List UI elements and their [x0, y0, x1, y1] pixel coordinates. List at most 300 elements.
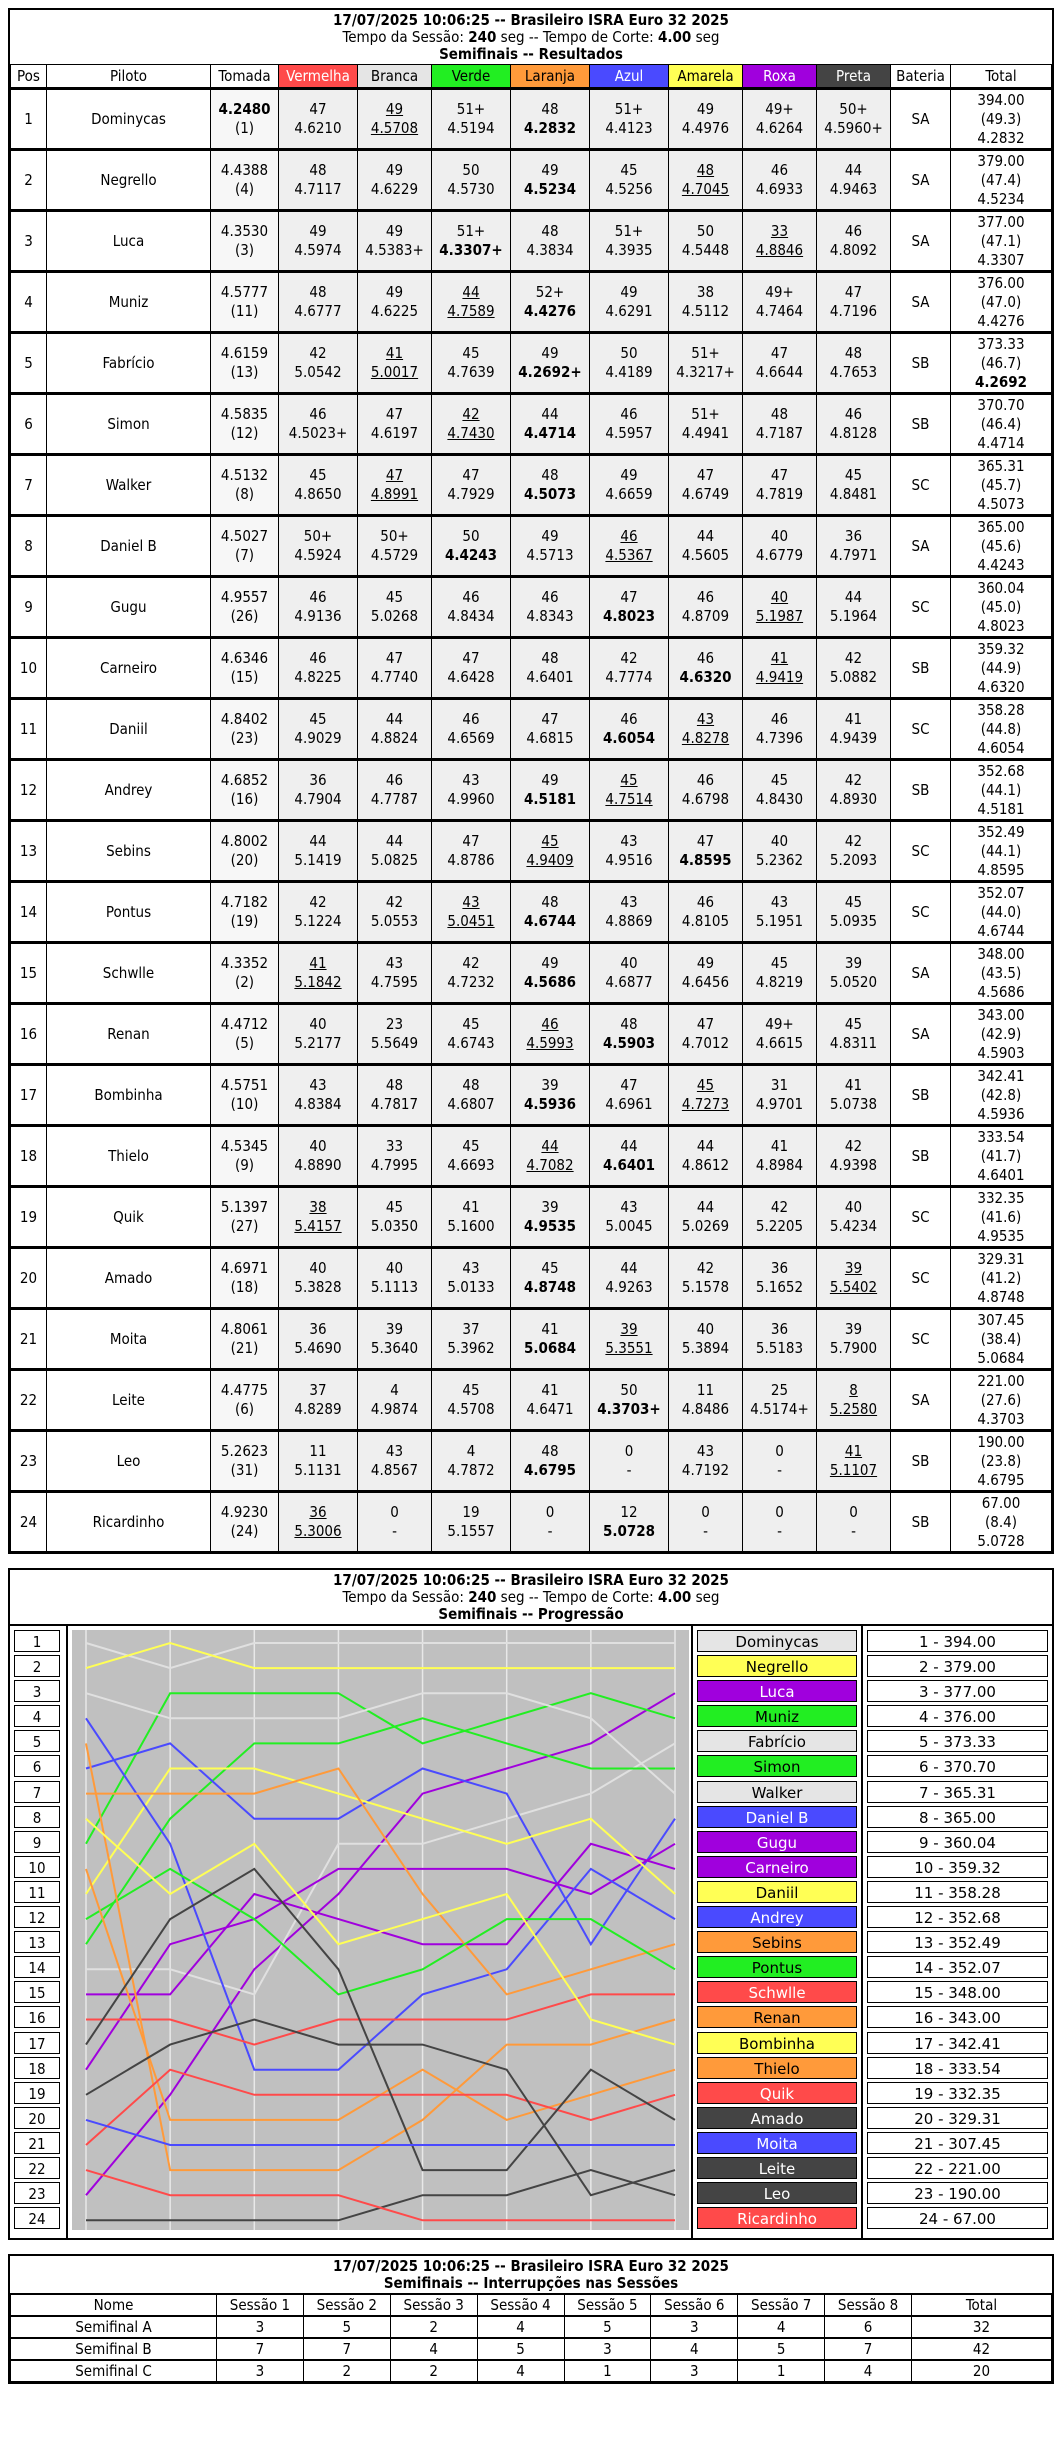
driver-name: Muniz — [47, 272, 211, 333]
interruptions-count: 5 — [738, 2338, 825, 2360]
lap-count: 43 — [462, 771, 480, 789]
best-lap: 4.7430 — [447, 424, 495, 442]
legend-entry: Moita — [697, 2132, 857, 2154]
best-lap: 4.7045 — [681, 180, 730, 198]
lane-result — [447, 832, 494, 870]
lane-cell-preta — [817, 821, 891, 882]
lane-cell-amarela — [669, 333, 743, 394]
best-lap: 4.8984 — [755, 1156, 804, 1174]
y-tick-label: 13 — [14, 1931, 60, 1953]
lane-result — [682, 893, 729, 931]
lane-result — [750, 1381, 809, 1419]
event-title: 17/07/2025 10:06:25 -- Brasileiro ISRA Euro 32 2025 — [333, 2257, 729, 2275]
average-laps: (45.6) — [980, 536, 1022, 555]
final-score: 21 - 307.45 — [867, 2132, 1048, 2154]
lap-count: 48 — [462, 1076, 480, 1094]
best-lap: 4.9136 — [294, 607, 342, 625]
lap-count: 37 — [309, 1381, 327, 1399]
lane-result — [605, 222, 652, 260]
lap-count: 43 — [696, 1442, 715, 1460]
lane-result — [447, 405, 494, 443]
interruptions-total: 20 — [912, 2360, 1052, 2382]
lane-result — [830, 771, 877, 809]
lane-result — [447, 1259, 494, 1297]
lap-count: 47 — [309, 100, 327, 118]
average-laps: (44.8) — [980, 719, 1022, 738]
lane-cell-verde — [432, 1065, 511, 1126]
progression-body — [10, 1624, 1052, 2238]
lap-count: 45 — [844, 466, 863, 484]
battery-cell: SC — [891, 577, 951, 638]
qualifying-rank: (5) — [234, 1034, 255, 1052]
lap-count: 36 — [309, 771, 327, 789]
final-scores — [863, 1626, 1052, 2238]
battery-cell: SA — [891, 89, 951, 150]
lane-cell-laranja — [511, 455, 590, 516]
lap-count: 0 — [775, 1442, 784, 1460]
lap-count: 43 — [620, 893, 638, 911]
total-cell — [951, 150, 1052, 211]
y-tick-label: 19 — [14, 2082, 60, 2104]
lane-result — [526, 527, 573, 565]
column-header-pos: Pos — [11, 65, 47, 89]
position-cell: 15 — [11, 943, 47, 1004]
lane-result — [371, 832, 418, 870]
lane-cell-laranja — [511, 1309, 590, 1370]
lane-result — [294, 100, 341, 138]
lane-result — [371, 1015, 418, 1053]
driver-name: Andrey — [47, 760, 211, 821]
best-lap: 4.6264 — [755, 119, 804, 137]
lane-result — [625, 1442, 634, 1480]
lane-cell-branca — [358, 516, 432, 577]
lap-count: 49 — [309, 222, 327, 240]
lane-cell-branca — [358, 1126, 432, 1187]
lane-cell-vermelha — [279, 1309, 358, 1370]
lane-result — [371, 1381, 418, 1419]
lane-cell-vermelha — [279, 394, 358, 455]
lane-result — [756, 527, 803, 565]
lane-result — [289, 405, 348, 443]
lap-count: 41 — [541, 1320, 559, 1338]
average-laps: (44.1) — [980, 841, 1022, 860]
total-laps: 352.68 — [977, 761, 1025, 780]
best-lap: 5.0268 — [370, 607, 419, 625]
y-tick-label: 23 — [14, 2182, 60, 2204]
average-laps: (38.4) — [980, 1329, 1022, 1348]
best-lap: 4.7817 — [370, 1095, 419, 1113]
best-lap: 4.7117 — [294, 180, 342, 198]
best-lap: 4.3834 — [526, 241, 574, 259]
best-lap: 4.7995 — [370, 1156, 419, 1174]
column-header-preta: Preta — [817, 65, 891, 89]
best-lap: 4.4714 — [523, 424, 577, 442]
lane-result — [294, 710, 341, 748]
battery-cell: SA — [891, 211, 951, 272]
lane-result — [371, 893, 418, 931]
total-laps: 332.35 — [977, 1188, 1025, 1207]
best-lap: 5.3828 — [294, 1278, 342, 1296]
final-score: 4 - 376.00 — [867, 1705, 1048, 1727]
y-tick-label: 3 — [14, 1680, 60, 1702]
lane-cell-vermelha — [279, 821, 358, 882]
lane-result — [371, 710, 418, 748]
lane-cell-preta — [817, 1248, 891, 1309]
best-time: 4.6320 — [977, 677, 1025, 696]
lane-cell-laranja — [511, 150, 590, 211]
interruptions-column-header: Nome — [11, 2294, 217, 2316]
lane-cell-vermelha — [279, 150, 358, 211]
qualifying-cell — [211, 1248, 279, 1309]
best-lap: - — [626, 1461, 632, 1479]
lane-result — [294, 832, 341, 870]
best-time: 4.5903 — [977, 1043, 1025, 1062]
lane-result — [294, 1137, 341, 1175]
lane-result — [524, 100, 576, 138]
lane-cell-azul — [590, 1065, 669, 1126]
interruptions-table — [10, 2293, 1052, 2382]
qualifying-cell — [211, 577, 279, 638]
lap-count: 47 — [462, 832, 480, 850]
lap-count: 0 — [624, 1442, 634, 1460]
best-time: 4.5234 — [977, 189, 1025, 208]
lane-result — [682, 100, 729, 138]
final-score: 17 - 342.41 — [867, 2032, 1048, 2054]
lane-cell-roxa — [743, 943, 817, 1004]
lap-count: 39 — [844, 1320, 863, 1338]
table-row — [11, 1187, 1052, 1248]
lane-result — [447, 771, 494, 809]
total-laps: 342.41 — [977, 1066, 1025, 1085]
lane-cell-amarela — [669, 150, 743, 211]
y-tick-label: 14 — [14, 1956, 60, 1978]
lane-result — [603, 1015, 655, 1053]
best-lap: 5.1113 — [370, 1278, 419, 1296]
lap-count: 49 — [541, 771, 559, 789]
best-lap: 4.7595 — [370, 973, 419, 991]
best-lap: 4.7012 — [681, 1034, 730, 1052]
best-lap: 5.0350 — [370, 1217, 419, 1235]
lane-cell-vermelha — [279, 272, 358, 333]
lane-cell-verde — [432, 821, 511, 882]
qualifying-cell — [211, 943, 279, 1004]
lane-cell-preta — [817, 272, 891, 333]
battery-cell: SC — [891, 882, 951, 943]
semifinal-name: Semifinal C — [11, 2360, 217, 2382]
best-lap: 4.5713 — [526, 546, 574, 564]
lane-result — [524, 893, 576, 931]
lap-count: 41 — [770, 1137, 789, 1155]
lap-count: 11 — [696, 1381, 715, 1399]
table-row — [11, 638, 1052, 699]
lane-cell-amarela — [669, 1004, 743, 1065]
total-cell — [951, 516, 1052, 577]
lane-cell-verde — [432, 1004, 511, 1065]
lane-cell-preta — [817, 943, 891, 1004]
lap-count: 45 — [462, 1137, 480, 1155]
lap-count: 47 — [462, 466, 480, 484]
interruptions-column-header: Sessão 6 — [651, 2294, 738, 2316]
legend-entry: Walker — [697, 1781, 857, 1803]
lap-count: 51+ — [614, 100, 644, 118]
best-lap: 4.6744 — [523, 912, 577, 930]
lane-cell-amarela — [669, 1126, 743, 1187]
lap-count: 49 — [541, 527, 559, 545]
best-lap: 4.6401 — [602, 1156, 656, 1174]
legend-entry: Leo — [697, 2182, 857, 2204]
best-lap: 4.8481 — [829, 485, 878, 503]
y-tick-label: 12 — [14, 1906, 60, 1928]
best-time: 4.8023 — [977, 616, 1025, 635]
lane-result — [756, 649, 803, 687]
lap-count: 46 — [620, 527, 638, 545]
lane-result — [294, 344, 341, 382]
lap-count: 48 — [541, 1442, 559, 1460]
lap-count: 42 — [770, 1198, 789, 1216]
lane-result — [447, 1320, 494, 1358]
interruptions-count: 4 — [477, 2360, 564, 2382]
best-lap: 4.8824 — [370, 729, 419, 747]
best-lap: 4.7819 — [755, 485, 804, 503]
battery-cell: SA — [891, 1370, 951, 1431]
lap-count: 49 — [541, 954, 559, 972]
total-laps: 373.33 — [977, 334, 1025, 353]
lane-result — [830, 1320, 877, 1358]
lap-count: 48 — [541, 222, 559, 240]
lane-result — [756, 466, 803, 504]
lane-cell-azul — [590, 272, 669, 333]
table-row — [11, 2338, 1052, 2360]
best-lap: 5.2362 — [755, 851, 804, 869]
interruptions-panel — [8, 2254, 1054, 2384]
best-time: 4.6401 — [977, 1165, 1025, 1184]
lane-result — [524, 161, 576, 199]
lap-count: 41 — [844, 1076, 863, 1094]
lap-count: 40 — [770, 832, 789, 850]
qualifying-cell — [211, 1065, 279, 1126]
total-cell — [951, 1309, 1052, 1370]
qualifying-cell — [211, 150, 279, 211]
best-lap: 4.7232 — [447, 973, 495, 991]
lap-count: 46 — [770, 161, 789, 179]
column-header-azul: Azul — [590, 65, 669, 89]
best-time: 4.8595 — [977, 860, 1025, 879]
lane-result — [830, 1076, 877, 1114]
lap-count: 44 — [620, 1137, 638, 1155]
best-lap: 5.4690 — [294, 1339, 342, 1357]
lane-cell-amarela — [669, 577, 743, 638]
lane-result — [524, 1259, 576, 1297]
lane-cell-azul — [590, 699, 669, 760]
best-lap: 4.5605 — [681, 546, 730, 564]
column-header-total: Total — [951, 65, 1052, 89]
qualifying-time: 4.4775 — [220, 1381, 269, 1399]
best-lap: 5.2093 — [829, 851, 878, 869]
lane-cell-azul — [590, 821, 669, 882]
lane-result — [447, 344, 494, 382]
best-lap: 4.7514 — [605, 790, 653, 808]
total-cell — [951, 1492, 1052, 1552]
best-lap: 5.0882 — [829, 668, 878, 686]
qualifying-cell — [211, 1126, 279, 1187]
interruptions-column-header: Total — [912, 2294, 1052, 2316]
best-lap: 4.6210 — [294, 119, 342, 137]
lane-cell-amarela — [669, 699, 743, 760]
qualifying-time: 4.5345 — [220, 1137, 269, 1155]
qualifying-rank: (11) — [230, 302, 259, 320]
interruptions-column-header: Sessão 4 — [477, 2294, 564, 2316]
qualifying-cell — [211, 821, 279, 882]
best-lap: 5.5402 — [829, 1278, 878, 1296]
lane-cell-preta — [817, 333, 891, 394]
lane-cell-preta — [817, 1370, 891, 1431]
best-lap: 5.4234 — [829, 1217, 878, 1235]
column-header-bateria: Bateria — [891, 65, 951, 89]
lane-cell-laranja — [511, 89, 590, 150]
total-cell — [951, 1370, 1052, 1431]
lap-count: 41 — [770, 649, 789, 667]
qualifying-rank: (15) — [230, 668, 259, 686]
driver-name: Simon — [47, 394, 211, 455]
lane-cell-vermelha — [279, 1370, 358, 1431]
lane-result — [756, 405, 803, 443]
lane-cell-preta — [817, 211, 891, 272]
average-laps: (42.8) — [980, 1085, 1022, 1104]
lane-result — [524, 466, 576, 504]
lane-result — [679, 649, 731, 687]
table-row — [11, 1065, 1052, 1126]
interruptions-count: 7 — [825, 2338, 912, 2360]
lane-cell-azul — [590, 1431, 669, 1492]
best-time: 4.5181 — [977, 799, 1025, 818]
legend-entry: Carneiro — [697, 1856, 857, 1878]
lap-count: 49 — [620, 283, 638, 301]
lane-cell-laranja — [511, 333, 590, 394]
driver-name: Fabrício — [47, 333, 211, 394]
lane-result — [605, 893, 652, 931]
position-cell: 9 — [11, 577, 47, 638]
lane-cell-verde — [432, 699, 511, 760]
lane-result — [830, 710, 877, 748]
lane-result — [701, 1503, 710, 1541]
lane-result — [605, 405, 652, 443]
lane-cell-branca — [358, 1248, 432, 1309]
lane-result — [605, 1198, 652, 1236]
lap-count: 45 — [620, 771, 638, 789]
lap-count: 36 — [309, 1503, 327, 1521]
lap-count: 49 — [696, 954, 715, 972]
best-lap: 5.1557 — [447, 1522, 495, 1540]
lap-count: 49 — [541, 161, 559, 179]
qualifying-time: 4.6852 — [220, 771, 269, 789]
lane-result — [447, 649, 494, 687]
lane-result — [682, 710, 729, 748]
lane-result — [756, 954, 803, 992]
lane-result — [830, 1015, 877, 1053]
lane-result — [756, 1320, 803, 1358]
lap-count: 46 — [541, 1015, 559, 1033]
position-cell: 21 — [11, 1309, 47, 1370]
lap-count: 39 — [385, 1320, 404, 1338]
lane-cell-vermelha — [279, 211, 358, 272]
lane-result — [371, 466, 418, 504]
y-tick-label: 7 — [14, 1781, 60, 1803]
table-row — [11, 89, 1052, 150]
position-cell: 10 — [11, 638, 47, 699]
table-row — [11, 760, 1052, 821]
lap-count: 0 — [701, 1503, 710, 1521]
lane-cell-branca — [358, 1431, 432, 1492]
y-tick-label: 22 — [14, 2157, 60, 2179]
best-lap: 4.8289 — [294, 1400, 342, 1418]
total-cell — [951, 638, 1052, 699]
best-lap: 4.8786 — [447, 851, 495, 869]
lane-cell-branca — [358, 760, 432, 821]
qualifying-rank: (27) — [230, 1217, 259, 1235]
lane-cell-azul — [590, 882, 669, 943]
best-lap: - — [392, 1522, 397, 1540]
lap-count: 47 — [620, 1076, 638, 1094]
lap-count: 47 — [696, 1015, 715, 1033]
lane-result — [830, 1442, 877, 1480]
average-laps: (43.5) — [980, 963, 1022, 982]
legend-entry: Gugu — [697, 1831, 857, 1853]
lane-cell-verde — [432, 516, 511, 577]
lane-result — [371, 1076, 418, 1114]
best-lap: 4.4123 — [605, 119, 653, 137]
lap-count: 12 — [620, 1503, 638, 1521]
final-score: 13 - 352.49 — [867, 1931, 1048, 1953]
position-cell: 1 — [11, 89, 47, 150]
best-lap: 4.9439 — [829, 729, 878, 747]
lap-count: 39 — [844, 1259, 863, 1277]
position-cell: 5 — [11, 333, 47, 394]
best-time: 4.2832 — [977, 128, 1025, 147]
lap-count: 50 — [696, 222, 715, 240]
driver-name: Dominycas — [47, 89, 211, 150]
driver-name: Amado — [47, 1248, 211, 1309]
interruptions-header — [10, 2256, 1052, 2293]
lane-cell-roxa — [743, 89, 817, 150]
lane-cell-roxa — [743, 821, 817, 882]
best-lap: 4.5708 — [447, 1400, 495, 1418]
lane-result — [371, 283, 418, 321]
interruptions-column-header: Sessão 7 — [738, 2294, 825, 2316]
driver-name: Bombinha — [47, 1065, 211, 1126]
total-cell — [951, 333, 1052, 394]
lap-count: 45 — [385, 1198, 404, 1216]
lane-result — [682, 1320, 729, 1358]
qualifying-rank: (4) — [234, 180, 255, 198]
position-cell: 19 — [11, 1187, 47, 1248]
qualifying-cell — [211, 1431, 279, 1492]
lane-result — [830, 1381, 877, 1419]
final-score: 3 - 377.00 — [867, 1680, 1048, 1702]
lane-cell-amarela — [669, 638, 743, 699]
lane-cell-preta — [817, 882, 891, 943]
qualifying-time: 4.4388 — [220, 161, 269, 179]
interruptions-title: Semifinais -- Interrupções nas Sessões — [383, 2274, 679, 2292]
battery-cell: SB — [891, 1492, 951, 1552]
position-cell: 20 — [11, 1248, 47, 1309]
qualifying-time: 4.8061 — [220, 1320, 269, 1338]
best-lap: 4.8846 — [755, 241, 804, 259]
best-lap: 4.8748 — [523, 1278, 577, 1296]
lane-cell-preta — [817, 1431, 891, 1492]
battery-cell: SA — [891, 150, 951, 211]
lap-count: 42 — [844, 649, 863, 667]
table-row — [11, 516, 1052, 577]
